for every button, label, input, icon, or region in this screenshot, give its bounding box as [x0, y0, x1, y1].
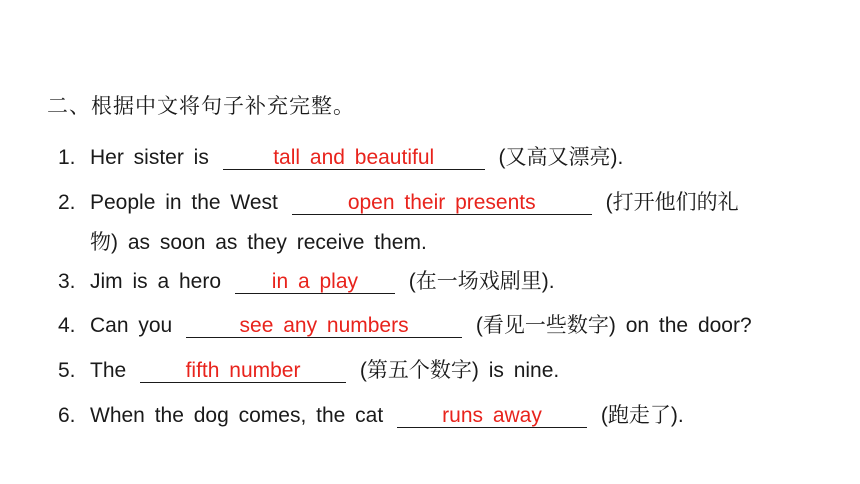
sentence-suffix: (在一场戏剧里).: [408, 270, 555, 293]
answer-blank: runs away: [397, 405, 587, 428]
section-heading: 二、根据中文将句子补充完整。: [47, 95, 355, 118]
sentence-prefix: The: [90, 359, 127, 382]
sentence-prefix: Can you: [90, 314, 173, 337]
item-number: 6.: [58, 404, 76, 427]
item-number: 2.: [58, 191, 76, 214]
item-number: 4.: [58, 314, 76, 337]
sentence-prefix: People in the West: [90, 191, 278, 214]
item-number: 3.: [58, 270, 76, 293]
answer-blank: open their presents: [292, 192, 592, 215]
sentence-suffix: (第五个数字) is nine.: [359, 359, 560, 382]
item-number: 5.: [58, 359, 76, 382]
answer-blank: in a play: [235, 271, 395, 294]
answer-blank: tall and beautiful: [223, 147, 485, 170]
sentence-suffix: (又高又漂亮).: [498, 146, 624, 169]
sentence-prefix: When the dog comes, the cat: [90, 404, 384, 427]
item-number: 1.: [58, 146, 76, 169]
sentence-6: [58, 399, 684, 429]
sentence-prefix: Jim is a hero: [90, 270, 222, 293]
sentence-prefix: Her sister is: [90, 146, 209, 169]
sentence-1: [58, 141, 623, 171]
answer-blank: see any numbers: [186, 315, 462, 338]
sentence-4: [58, 309, 752, 339]
sentence-suffix: (看见一些数字) on the door?: [475, 314, 752, 337]
sentence-suffix: (打开他们的礼: [605, 191, 739, 214]
sentence-2-continuation: 物) as soon as they receive them.: [90, 231, 427, 254]
answer-blank: fifth number: [140, 360, 346, 383]
sentence-5: [58, 354, 559, 384]
sentence-2: [58, 186, 739, 216]
sentence-suffix: (跑走了).: [600, 404, 684, 427]
sentence-3: [58, 265, 555, 295]
